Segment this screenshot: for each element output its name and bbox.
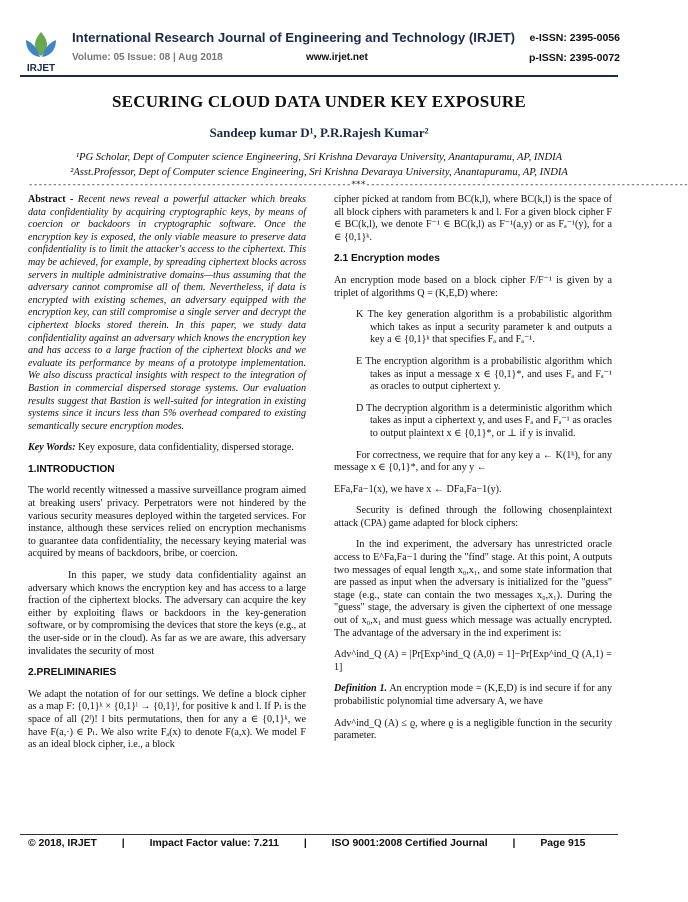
right-paragraph-2: An encryption mode based on a block cipher F/F⁻¹ is given by a triplet of algorithms Q = (K,E,D) where:: [334, 274, 612, 299]
volume-issue: Volume: 05 Issue: 08 | Aug 2018: [72, 52, 223, 63]
prelim-heading: 2.PRELIMINARIES: [28, 667, 117, 679]
abstract-text: Recent news reveal a powerful attacker which breaks data confidentiality by acquiring cryptographic keys, by means of coercion or backdoors in cryptographic software. Once the encryption key is exposed, the only viable measure to preserve data confidentiality is to limit the attacker's access to the ciphertext. This may be achieved, for example, by spreading ciphertext blocks across servers in multiple administrative domains—thus assuming that the adversary cannot compromise all of them. Nevertheless, if data is encrypted with existing schemes, an adversary equipped with the encryption key, can still compromise a single server and decrypt the ciphertext blocks stored therein. In this paper, we study data confidentiality against an adversary which knows the encryption key and has access to a large fraction of the ciphertext blocks and we evaluate its performance by means of a prototype implementation. We also discuss practical insights with respect to the integration of Bastion in commercial dispersed storage systems. Our evaluation results suggest that Bastion is well-suited for integration in existing systems since it incurs less than 5% overhead compared to existing semantically secure encryption modes.: [28, 194, 306, 432]
definition-label: Definition 1.: [334, 683, 388, 695]
intro-paragraph-1: The world recently witnessed a massive surveillance program aimed at breaking users' privacy. Perpetrators were not hindered by the various security measures deployed within the targeted services. For instance, although these services relied on encryption mechanisms to guarantee data confidentiality, the necessary keying material was acquired by means of backdoors, bribe, or coercion.: [28, 485, 306, 560]
advantage-formula: Adv^ind_Q (A) = |Pr[Exp^ind_Q (A,0) = 1]−Pr[Exp^ind_Q (A,1) = 1]: [334, 649, 612, 673]
footer-sep-2: |: [303, 838, 307, 849]
journal-website[interactable]: www.irjet.net: [306, 52, 368, 63]
page-footer: [28, 838, 618, 849]
logo-text: IRJET: [26, 63, 56, 74]
paper-title: SECURING CLOUD DATA UNDER KEY EXPOSURE: [112, 92, 526, 111]
footer-impact-factor: Impact Factor value: 7.211: [149, 838, 279, 849]
security-paragraph: Security is defined through the following chosenplaintext attack (CPA) game adapted for block ciphers:: [334, 505, 612, 529]
journal-title: International Research Journal of Engineering and Technology (IRJET): [72, 30, 516, 45]
header-divider: [20, 75, 618, 77]
right-paragraph-1: cipher picked at random from BC(k,l), where BC(k,l) is the space of all block ciphers with parameters k and l. For a given block cipher F ∈ BC(k,l), we denote F⁻¹ ∈ BC(k,l) as F⁻¹(a,y) or as Fₐ⁻¹(y), for a ∈ {0,1}ᵏ.: [334, 194, 612, 243]
footer-sep-3: |: [512, 838, 516, 849]
intro-heading: 1.INTRODUCTION: [28, 463, 115, 475]
irjet-logo-icon: [20, 30, 62, 74]
prelim-paragraph-1: We adapt the notation of for our settings. We define a block cipher as a map F: {0,1}ᵏ × {0,1}ˡ → {0,1}ˡ, for positive k and l. If Pₗ is the space of all (2ˡ)! l bits permutations, then for any a ∈ {0,1}ᵏ, we have F(a,·) ∈ Pₗ. We also write Fₐ(x) to denote F(a,x). We model F as an ideal block cipher, i.e., a block: [28, 688, 306, 751]
section-separator: -------------------------------------------------------------------***-------------------------------------------------------------------: [28, 180, 688, 190]
affiliation-2: ²Asst.Professor, Dept of Computer science Engineering, Sri Krishna Devaraya University, Anantapuramu, AP, INDIA: [70, 167, 568, 178]
left-column: [28, 194, 306, 761]
keywords: [28, 442, 306, 455]
footer-sep-1: |: [121, 838, 125, 849]
abstract-label: Abstract -: [28, 194, 78, 205]
algorithm-k: K The key generation algorithm is a probabilistic algorithm which takes as input a security parameter k and outputs a key a ∈ {0,1}ᵏ that specifies Fₐ and Fₐ⁻¹.: [356, 309, 612, 346]
abstract: [28, 194, 306, 433]
keywords-text: Key exposure, data confidentiality, dispersed storage.: [75, 442, 294, 454]
e-issn: e-ISSN: 2395-0056: [529, 32, 620, 44]
ind-experiment-paragraph: In the ind experiment, the adversary has unrestricted oracle access to E^Fa,Fa−1 during the "find" stage. At this point, A outputs two messages of equal length x₀,x₁, and some state information that are passed as input when the adversary is initialized for the "guess" stage (e.g., state can contain the two messages x₀,x₁). During the "guess" stage, the adversary is given the ciphertext of one message out of x₀,x₁ and must guess which message was actually encrypted. The advantage of the adversary in the ind experiment is:: [334, 539, 612, 639]
negligible-paragraph: Adv^ind_Q (A) ≤ ϱ, where ϱ is a negligible function in the security parameter.: [334, 717, 612, 742]
affiliation-1: ¹PG Scholar, Dept of Computer science Engineering, Sri Krishna Devaraya University, Anantapuramu, AP, INDIA: [75, 152, 563, 163]
algorithm-d: D The decryption algorithm is a deterministic algorithm which takes as input a ciphertext y, and uses Fₐ and Fₐ⁻¹ as oracles to output plaintext x ∈ {0,1}*, or ⊥ if y is invalid.: [356, 402, 612, 439]
journal-header: [20, 30, 620, 74]
definition-text: An encryption mode = (K,E,D) is ind secure if for any probabilistic polynomial time adversary A, we have: [334, 683, 613, 707]
algorithm-e: E The encryption algorithm is a probabilistic algorithm which takes as input a message x ∈ {0,1}*, and uses Fₐ and Fₐ⁻¹ as oracles to output ciphertext y.: [356, 355, 612, 393]
intro-paragraph-2: In this paper, we study data confidentiality against an adversary which knows the encryption key and has access to a large fraction of the ciphertext blocks. The adversary can acquire the key either by exploiting flaws or backdoors in the key-generation software, or by compromising the devices that store the keys (e.g., at the user-side or in the cloud). As far as we are aware, this adversary invalidates the security of most: [28, 570, 306, 657]
p-issn: p-ISSN: 2395-0072: [528, 52, 620, 64]
encryption-modes-heading: 2.1 Encryption modes: [334, 253, 440, 265]
keywords-label: Key Words:: [28, 442, 76, 454]
correctness-paragraph: For correctness, we require that for any key a ← K(1ᵏ), for any message x ∈ {0,1}*, and for any y ←: [334, 449, 612, 474]
paper-authors: Sandeep kumar D¹, P.R.Rajesh Kumar²: [209, 125, 429, 140]
right-column: [334, 194, 612, 752]
footer-page-number: Page 915: [540, 838, 586, 849]
footer-iso: ISO 9001:2008 Certified Journal: [331, 838, 488, 849]
definition-1: [334, 683, 612, 708]
footer-divider: [20, 834, 618, 835]
correctness-paragraph-cont: EFa,Fa−1(x), we have x ← DFa,Fa−1(y).: [334, 483, 502, 495]
footer-copyright: © 2018, IRJET: [28, 838, 97, 849]
